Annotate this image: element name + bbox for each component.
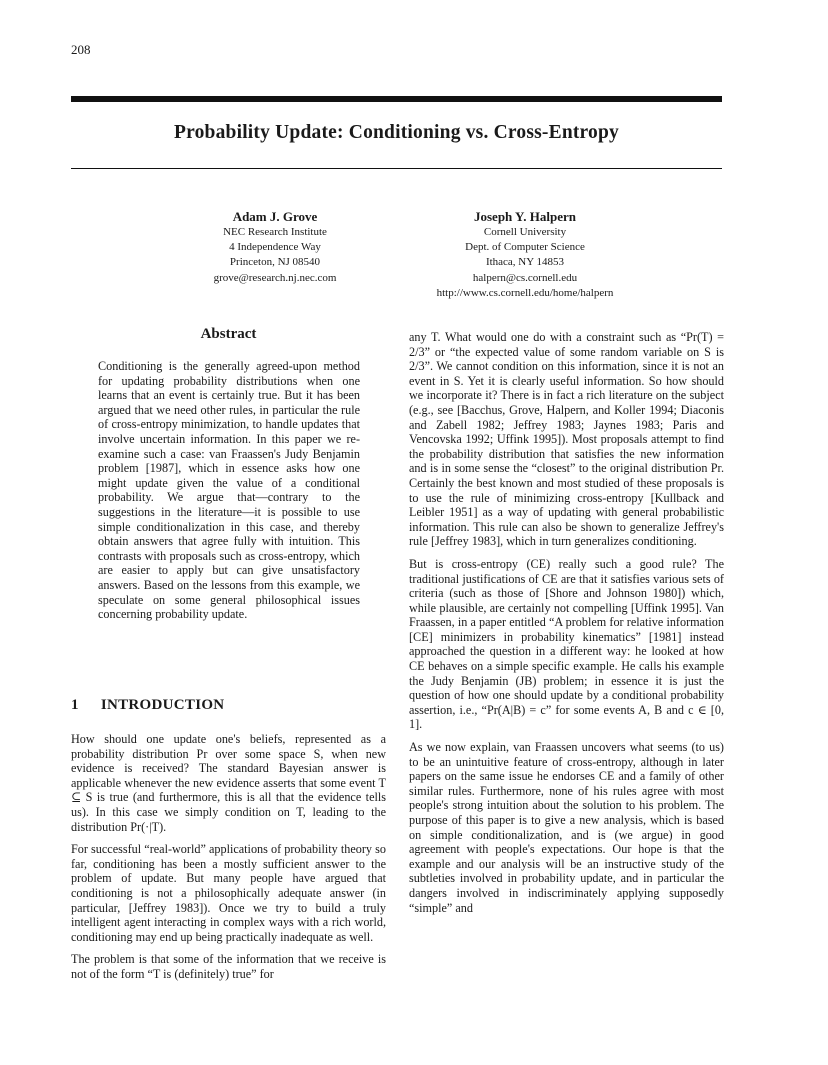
paragraph: The problem is that some of the information that we receive is not of the form “T is (definitely) true” for xyxy=(71,952,386,981)
header-rule-thick xyxy=(71,96,722,102)
paragraph: As we now explain, van Fraassen uncovers what seems (to us) to be an unintuitive feature of cross-entropy, although in later papers on the same issue he endorses CE and a family of other similar rules. Furthermore, none of his rules agree with most people's strong intuition about the solution to his problem. The purpose of this paper is to give a new analysis, which is based on simple conditionalization, and is (we argue) in good agreement with people's expectations. Our hope is that the example and our analysis will be an instructive study of the subtleties involved in probability update, and in particular the dangers involved in indiscriminately applying supposedly “simple” and xyxy=(409,740,724,915)
author-email: grove@research.nj.nec.com xyxy=(213,271,337,284)
author-name: Adam J. Grove xyxy=(232,209,318,224)
header-rule-thin xyxy=(71,168,722,169)
section-number: 1 xyxy=(71,697,79,713)
abstract-text: Conditioning is the generally agreed-upon method for updating probability distributions when one learns that an event is certainly true. But it has been argued that we need other rules, in particular the rule of cross-entropy minimization, to handle updates that involve uncertain information. In this paper we re-examine such a case: van Fraassen's Judy Benjamin problem [1987], which in essence asks how one might update given the value of a conditional probability. We argue that—contrary to the suggestions in the literature—it is possible to use simple conditionalization in this case, and thereby obtain answers that agree fully with intuition. This contrasts with proposals such as cross-entropy, which are easier to apply but can give unsatisfactory answers. Based on the lessons from this example, we speculate on some general philosophical issues concerning probability update. xyxy=(98,359,360,622)
author-homepage: http://www.cs.cornell.edu/home/halpern xyxy=(436,286,614,299)
page-number: 208 xyxy=(71,42,91,57)
author-address: 4 Independence Way xyxy=(229,241,321,254)
author-address: Ithaca, NY 14853 xyxy=(485,256,565,269)
author-block-grove xyxy=(150,209,400,286)
author-address: Princeton, NJ 08540 xyxy=(229,256,321,269)
section-title: INTRODUCTION xyxy=(100,697,225,713)
paragraph: How should one update one's beliefs, represented as a probability distribution Pr over some space S, when new evidence is received? The standard Bayesian answer is applicable whenever the new evidence asserts that some event T ⊆ S is true (and furthermore, this is all that the evidence tells us). In this case we simply condition on T, leading to the distribution Pr(·|T). xyxy=(71,732,386,834)
paragraph: any T. What would one do with a constraint such as “Pr(T) = 2/3” or “the expected value of some random variable on S is 2/3”. We cannot condition on this information, since it is not an event in S. Yet it is clearly useful information. So how should we incorporate it? There is in fact a rich literature on the subject (e.g., see [Bacchus, Grove, Halpern, and Koller 1994; Diaconis and Zabell 1982; Jeffrey 1983; Jaynes 1983; Paris and Vencovska 1992; Uffink 1995]). Most proposals attempt to find the probability distribution that satisfies the new information and is in some sense the “closest” to the original distribution Pr. Certainly the best known and most studied of these proposals is to use the rule of minimizing cross-entropy [Kullback and Leibler 1951] as a way of updating with general probabilistic information. This rule can also be shown to generalize Jeffrey's rule [Jeffrey 1983], which in turn generalizes conditioning. xyxy=(409,330,724,549)
author-email: halpern@cs.cornell.edu xyxy=(472,271,578,284)
paragraph: For successful “real-world” applications of probability theory so far, conditioning has been a mostly sufficient answer to the problem of update. But many people have argued that conditioning is not a philosophically adequate answer (in particular, [Jeffrey 1983]). Once we try to build a truly intelligent agent interacting in complex ways with a rich world, conditioning may end up being practically inadequate as well. xyxy=(71,842,386,944)
introduction-body xyxy=(71,732,386,990)
author-affiliation: Cornell University xyxy=(483,226,567,238)
author-affiliation: NEC Research Institute xyxy=(223,226,327,238)
author-name: Joseph Y. Halpern xyxy=(474,209,576,224)
paragraph: But is cross-entropy (CE) really such a good rule? The traditional justifications of CE are that it satisfies various sets of criteria (such as those of [Shore and Johnson 1980]) which, while plausible, are certainly not compelling [Uffink 1995]. Van Fraassen, in a paper entitled “A problem for relative information [CE] minimizers in probability kinematics” [1981] instead approached the question in a different way: he looked at how CE behaves on a simple specific example. He calls his example the Judy Benjamin (JB) problem; in essence it is just the question of how one should update by a conditional probability assertion, i.e., “Pr(A|B) = c” for some events A, B and c ∈ [0, 1]. xyxy=(409,556,724,732)
paper-title: Probability Update: Conditioning vs. Cross-Entropy xyxy=(173,122,620,143)
author-block-halpern xyxy=(380,209,670,301)
abstract-heading: Abstract xyxy=(200,326,257,342)
section-heading xyxy=(71,697,224,714)
author-department: Dept. of Computer Science xyxy=(465,241,585,254)
right-column xyxy=(409,330,724,923)
